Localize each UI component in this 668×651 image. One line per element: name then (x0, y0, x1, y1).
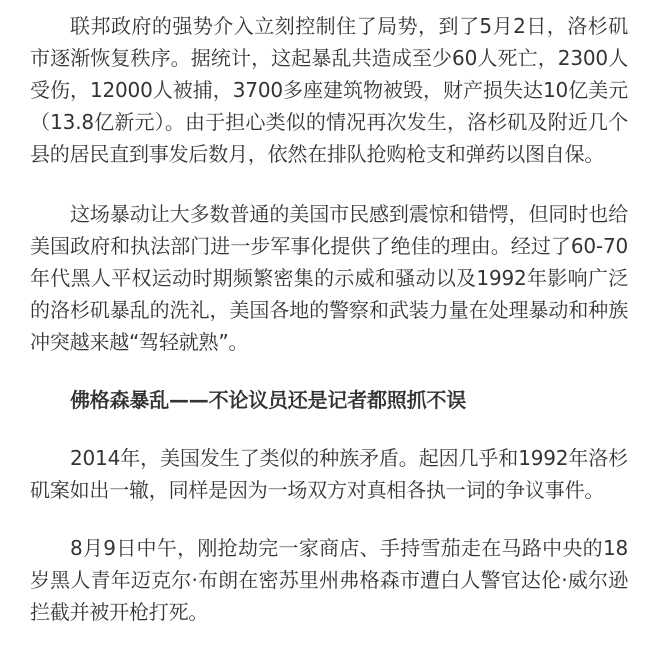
paragraph-riot-aftermath: 联邦政府的强势介入立刻控制住了局势，到了5月2日，洛杉矶市逐渐恢复秩序。据统计，这起暴乱共造成至少60人死亡，2300人受伤，12000人被捕，3700多座建筑物被毁，财产损失达10亿美元（13.8亿新元）。由于担心类似的情况再次发生，洛杉矶及附近几个县的居民直到事发后数月，依然在排队抢购枪支和弹药以图自保。 (30, 14, 628, 166)
paragraph-ferguson-intro: 2014年，美国发生了类似的种族矛盾。起因几乎和1992年洛杉矶案如出一辙，同样是因为一场双方对真相各执一词的争议事件。 (30, 446, 628, 502)
section-heading: 佛格森暴乱——不论议员还是记者都照抓不误 (70, 388, 466, 412)
paragraph-militarization: 这场暴动让大多数普通的美国市民感到震惊和错愕，但同时也给美国政府和执法部门进一步军事化提供了绝佳的理由。经过了60-70年代黑人平权运动时期频繁密集的示威和骚动以及1992年影响广泛的洛杉矶暴乱的洗礼，美国各地的警察和武装力量在处理暴动和种族冲突越来越“驾轻就熟”。 (30, 202, 628, 354)
paragraph-ferguson-shooting: 8月9日中午，刚抢劫完一家商店、手持雪茄走在马路中央的18岁黑人青年迈克尔·布朗在密苏里州弗格森市遭白人警官达伦·威尔逊拦截并被开枪打死。 (30, 536, 628, 624)
